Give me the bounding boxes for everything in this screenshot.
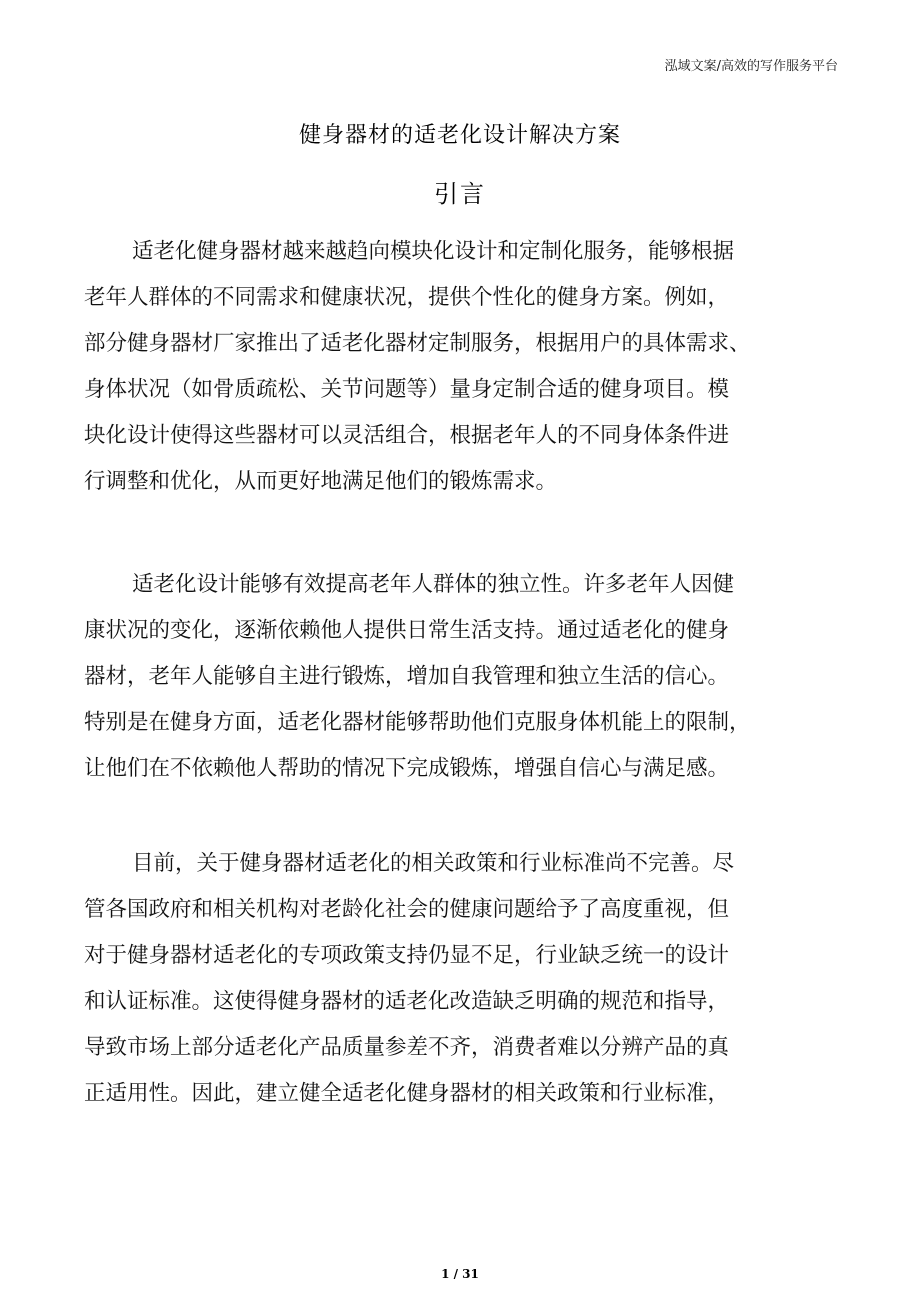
document-title: 健身器材的适老化设计解决方案 [298,123,621,148]
paragraph-3 [84,841,844,1117]
paragraph-2 [84,562,844,792]
section-heading: 引言 [434,180,486,208]
paragraph-line: 身体状况（如骨质疏松、关节问题等）量身定制合适的健身项目。模 [84,377,730,402]
paragraph-line: 和认证标准。这使得健身器材的适老化改造缺乏明确的规范和指导， [84,989,730,1014]
paragraph-line: 对于健身器材适老化的专项政策支持仍显不足，行业缺乏统一的设计 [84,943,730,968]
paragraph-line: 适老化设计能够有效提高老年人群体的独立性。许多老年人因健 [132,572,735,597]
paragraph-line: 块化设计使得这些器材可以灵活组合，根据老年人的不同身体条件进 [84,423,730,448]
page-number: 1 / 31 [441,1267,479,1281]
paragraph-line: 管各国政府和相关机构对老龄化社会的健康问题给予了高度重视，但 [84,897,730,922]
paragraph-line: 目前，关于健身器材适老化的相关政策和行业标准尚不完善。尽 [132,851,735,876]
paragraph-line: 让他们在不依赖他人帮助的情况下完成锻炼，增强自信心与满足感。 [84,756,730,781]
paragraph-line: 部分健身器材厂家推出了适老化器材定制服务，根据用户的具体需求、 [84,331,751,356]
paragraph-1 [84,229,844,505]
header-note: 泓域文案/高效的写作服务平台 [664,59,838,74]
paragraph-line: 行调整和优化，从而更好地满足他们的锻炼需求。 [84,469,558,494]
paragraph-line: 康状况的变化，逐渐依赖他人提供日常生活支持。通过适老化的健身 [84,618,730,643]
paragraph-line: 特别是在健身方面，适老化器材能够帮助他们克服身体机能上的限制， [84,710,751,735]
paragraph-line: 器材，老年人能够自主进行锻炼，增加自我管理和独立生活的信心。 [84,664,730,689]
paragraph-line: 适老化健身器材越来越趋向模块化设计和定制化服务，能够根据 [132,239,735,264]
paragraph-line: 正适用性。因此，建立健全适老化健身器材的相关政策和行业标准， [84,1081,730,1106]
paragraph-line: 导致市场上部分适老化产品质量参差不齐，消费者难以分辨产品的真 [84,1035,730,1060]
paragraph-line: 老年人群体的不同需求和健康状况，提供个性化的健身方案。例如， [84,285,730,310]
